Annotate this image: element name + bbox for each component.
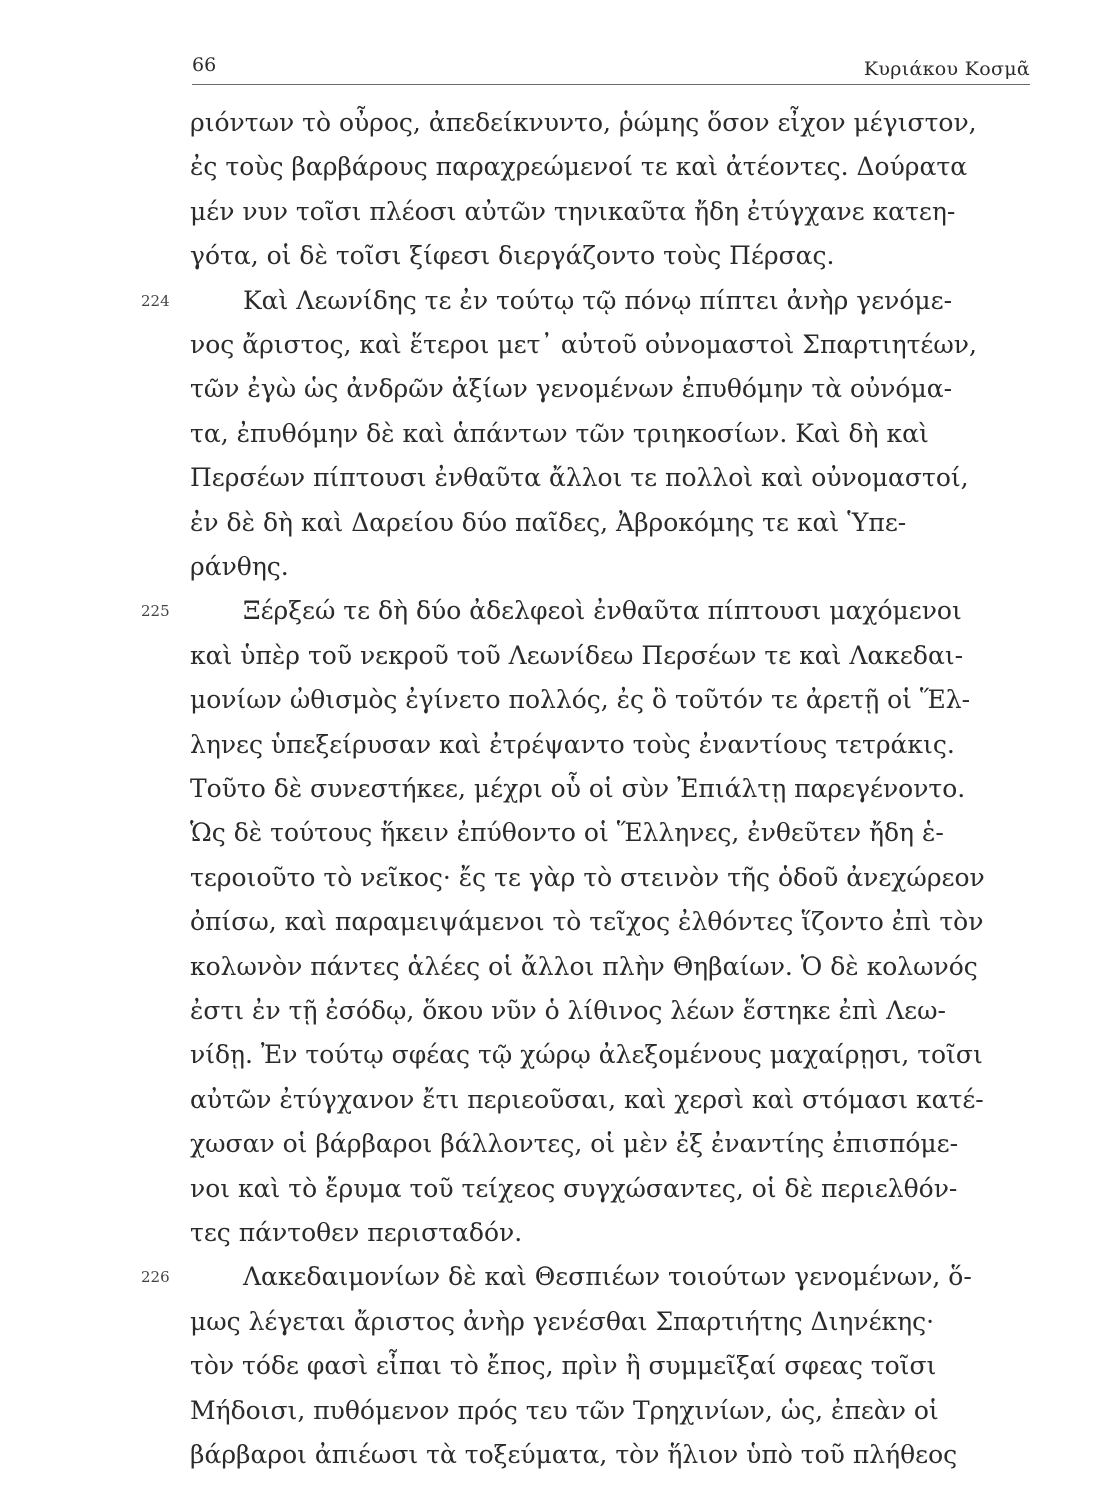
text-line: Τοῦτο δὲ συνεστήκεε, μέχρι οὗ οἱ σὺν Ἐπιάλτῃ παρεγένοντο. <box>190 774 966 803</box>
text-line: Λακεδαιμονίων δὲ καὶ Θεσπιέων τοιούτων γενομένων, ὅ- <box>243 1262 972 1291</box>
text-line: μως λέγεται ἄριστος ἀνὴρ γενέσθαι Σπαρτιήτης Διηνέκης· <box>190 1307 935 1336</box>
page-header <box>192 50 1030 85</box>
text-line: τὸν τόδε φασὶ εἶπαι τὸ ἔπος, πρὶν ἢ συμμεῖξαί σφεας τοῖσι <box>190 1351 937 1380</box>
text-line: τῶν ἐγὼ ὡς ἀνδρῶν ἀξίων γενομένων ἐπυθόμην τὰ οὐνόμα- <box>190 374 953 403</box>
running-head: Κυριάκου Κοσμᾶ <box>863 58 1030 80</box>
text-line: ἐν δὲ δὴ καὶ Δαρείου δύο παῖδες, Ἀβροκόμης τε καὶ Ὑπε- <box>190 508 907 537</box>
text-line: τες πάντοθεν περισταδόν. <box>190 1218 523 1247</box>
text-line: μονίων ὠθισμὸς ἐγίνετο πολλός, ἐς ὃ τοῦτόν τε ἀρετῇ οἱ Ἕλ- <box>190 685 971 714</box>
text-line: Ξέρξεώ τε δὴ δύο ἀδελφεοὶ ἐνθαῦτα πίπτουσι μαχόμενοι <box>243 596 962 625</box>
section-number: 225 <box>141 602 170 620</box>
section-number: 224 <box>141 292 170 310</box>
text-line: ἐστι ἐν τῇ ἐσόδῳ, ὅκου νῦν ὁ λίθινος λέων ἕστηκε ἐπὶ Λεω- <box>190 996 946 1025</box>
text-line: νοι καὶ τὸ ἔρυμα τοῦ τείχεος συγχώσαντες, οἱ δὲ περιελθόν- <box>190 1174 958 1203</box>
text-line: ὀπίσω, καὶ παραμειψάμενοι τὸ τεῖχος ἐλθόντες ἵζοντο ἐπὶ τὸν <box>190 907 984 936</box>
section-number: 226 <box>141 1268 170 1286</box>
text-line: Ὡς δὲ τούτους ἥκειν ἐπύθοντο οἱ Ἕλληνες, ἐνθεῦτεν ἤδη ἑ- <box>190 818 944 847</box>
text-line: τα, ἐπυθόμην δὲ καὶ ἁπάντων τῶν τριηκοσίων. Καὶ δὴ καὶ <box>190 419 929 448</box>
text-line: χωσαν οἱ βάρβαροι βάλλοντες, οἱ μὲν ἐξ ἐναντίης ἐπισπόμε- <box>190 1129 959 1158</box>
text-line: τεροιοῦτο τὸ νεῖκος· ἔς τε γὰρ τὸ στεινὸν τῆς ὁδοῦ ἀνεχώρεον <box>190 863 985 892</box>
text-line: Μήδοισι, πυθόμενον πρός τευ τῶν Τρηχινίων, ὡς, ἐπεὰν οἱ <box>190 1396 939 1425</box>
text-line: ληνες ὑπεξείρυσαν καὶ ἐτρέψαντο τοὺς ἐναντίους τετράκις. <box>190 730 955 759</box>
text-line: κολωνὸν πάντες ἁλέες οἱ ἄλλοι πλὴν Θηβαίων. Ὁ δὲ κολωνός <box>190 952 978 981</box>
text-line: νίδῃ. Ἐν τούτῳ σφέας τῷ χώρῳ ἀλεξομένους μαχαίρῃσι, τοῖσι <box>190 1040 983 1069</box>
text-line: βάρβαροι ἀπιέωσι τὰ τοξεύματα, τὸν ἥλιον ὑπὸ τοῦ πλήθεος <box>190 1440 958 1469</box>
text-line: ἐς τοὺς βαρβάρους παραχρεώμενοί τε καὶ ἀτέοντες. Δούρατα <box>190 152 968 181</box>
text-line: αὐτῶν ἐτύγχανον ἔτι περιεοῦσαι, καὶ χερσὶ καὶ στόμασι κατέ- <box>190 1085 984 1114</box>
text-line: Περσέων πίπτουσι ἐνθαῦτα ἄλλοι τε πολλοὶ καὶ οὐνομαστοί, <box>190 463 969 492</box>
text-line: καὶ ὑπὲρ τοῦ νεκροῦ τοῦ Λεωνίδεω Περσέων τε καὶ Λακεδαι- <box>190 641 964 670</box>
text-line: ριόντων τὸ οὖρος, ἀπεδείκνυντο, ῥώμης ὅσον εἶχον μέγιστον, <box>190 108 977 137</box>
text-line: Καὶ Λεωνίδης τε ἐν τούτῳ τῷ πόνῳ πίπτει ἀνὴρ γενόμε- <box>243 286 953 315</box>
text-line: ράνθης. <box>190 552 289 581</box>
text-line: γότα, οἱ δὲ τοῖσι ξίφεσι διεργάζοντο τοὺς Πέρσας. <box>190 241 835 270</box>
page-number: 66 <box>192 54 217 76</box>
text-line: μέν νυν τοῖσι πλέοσι αὐτῶν τηνικαῦτα ἤδη ἐτύγχανε κατεη- <box>190 197 956 226</box>
text-line: νος ἄριστος, καὶ ἕτεροι μετ᾽ αὐτοῦ οὐνομαστοὶ Σπαρτιητέων, <box>190 330 977 359</box>
